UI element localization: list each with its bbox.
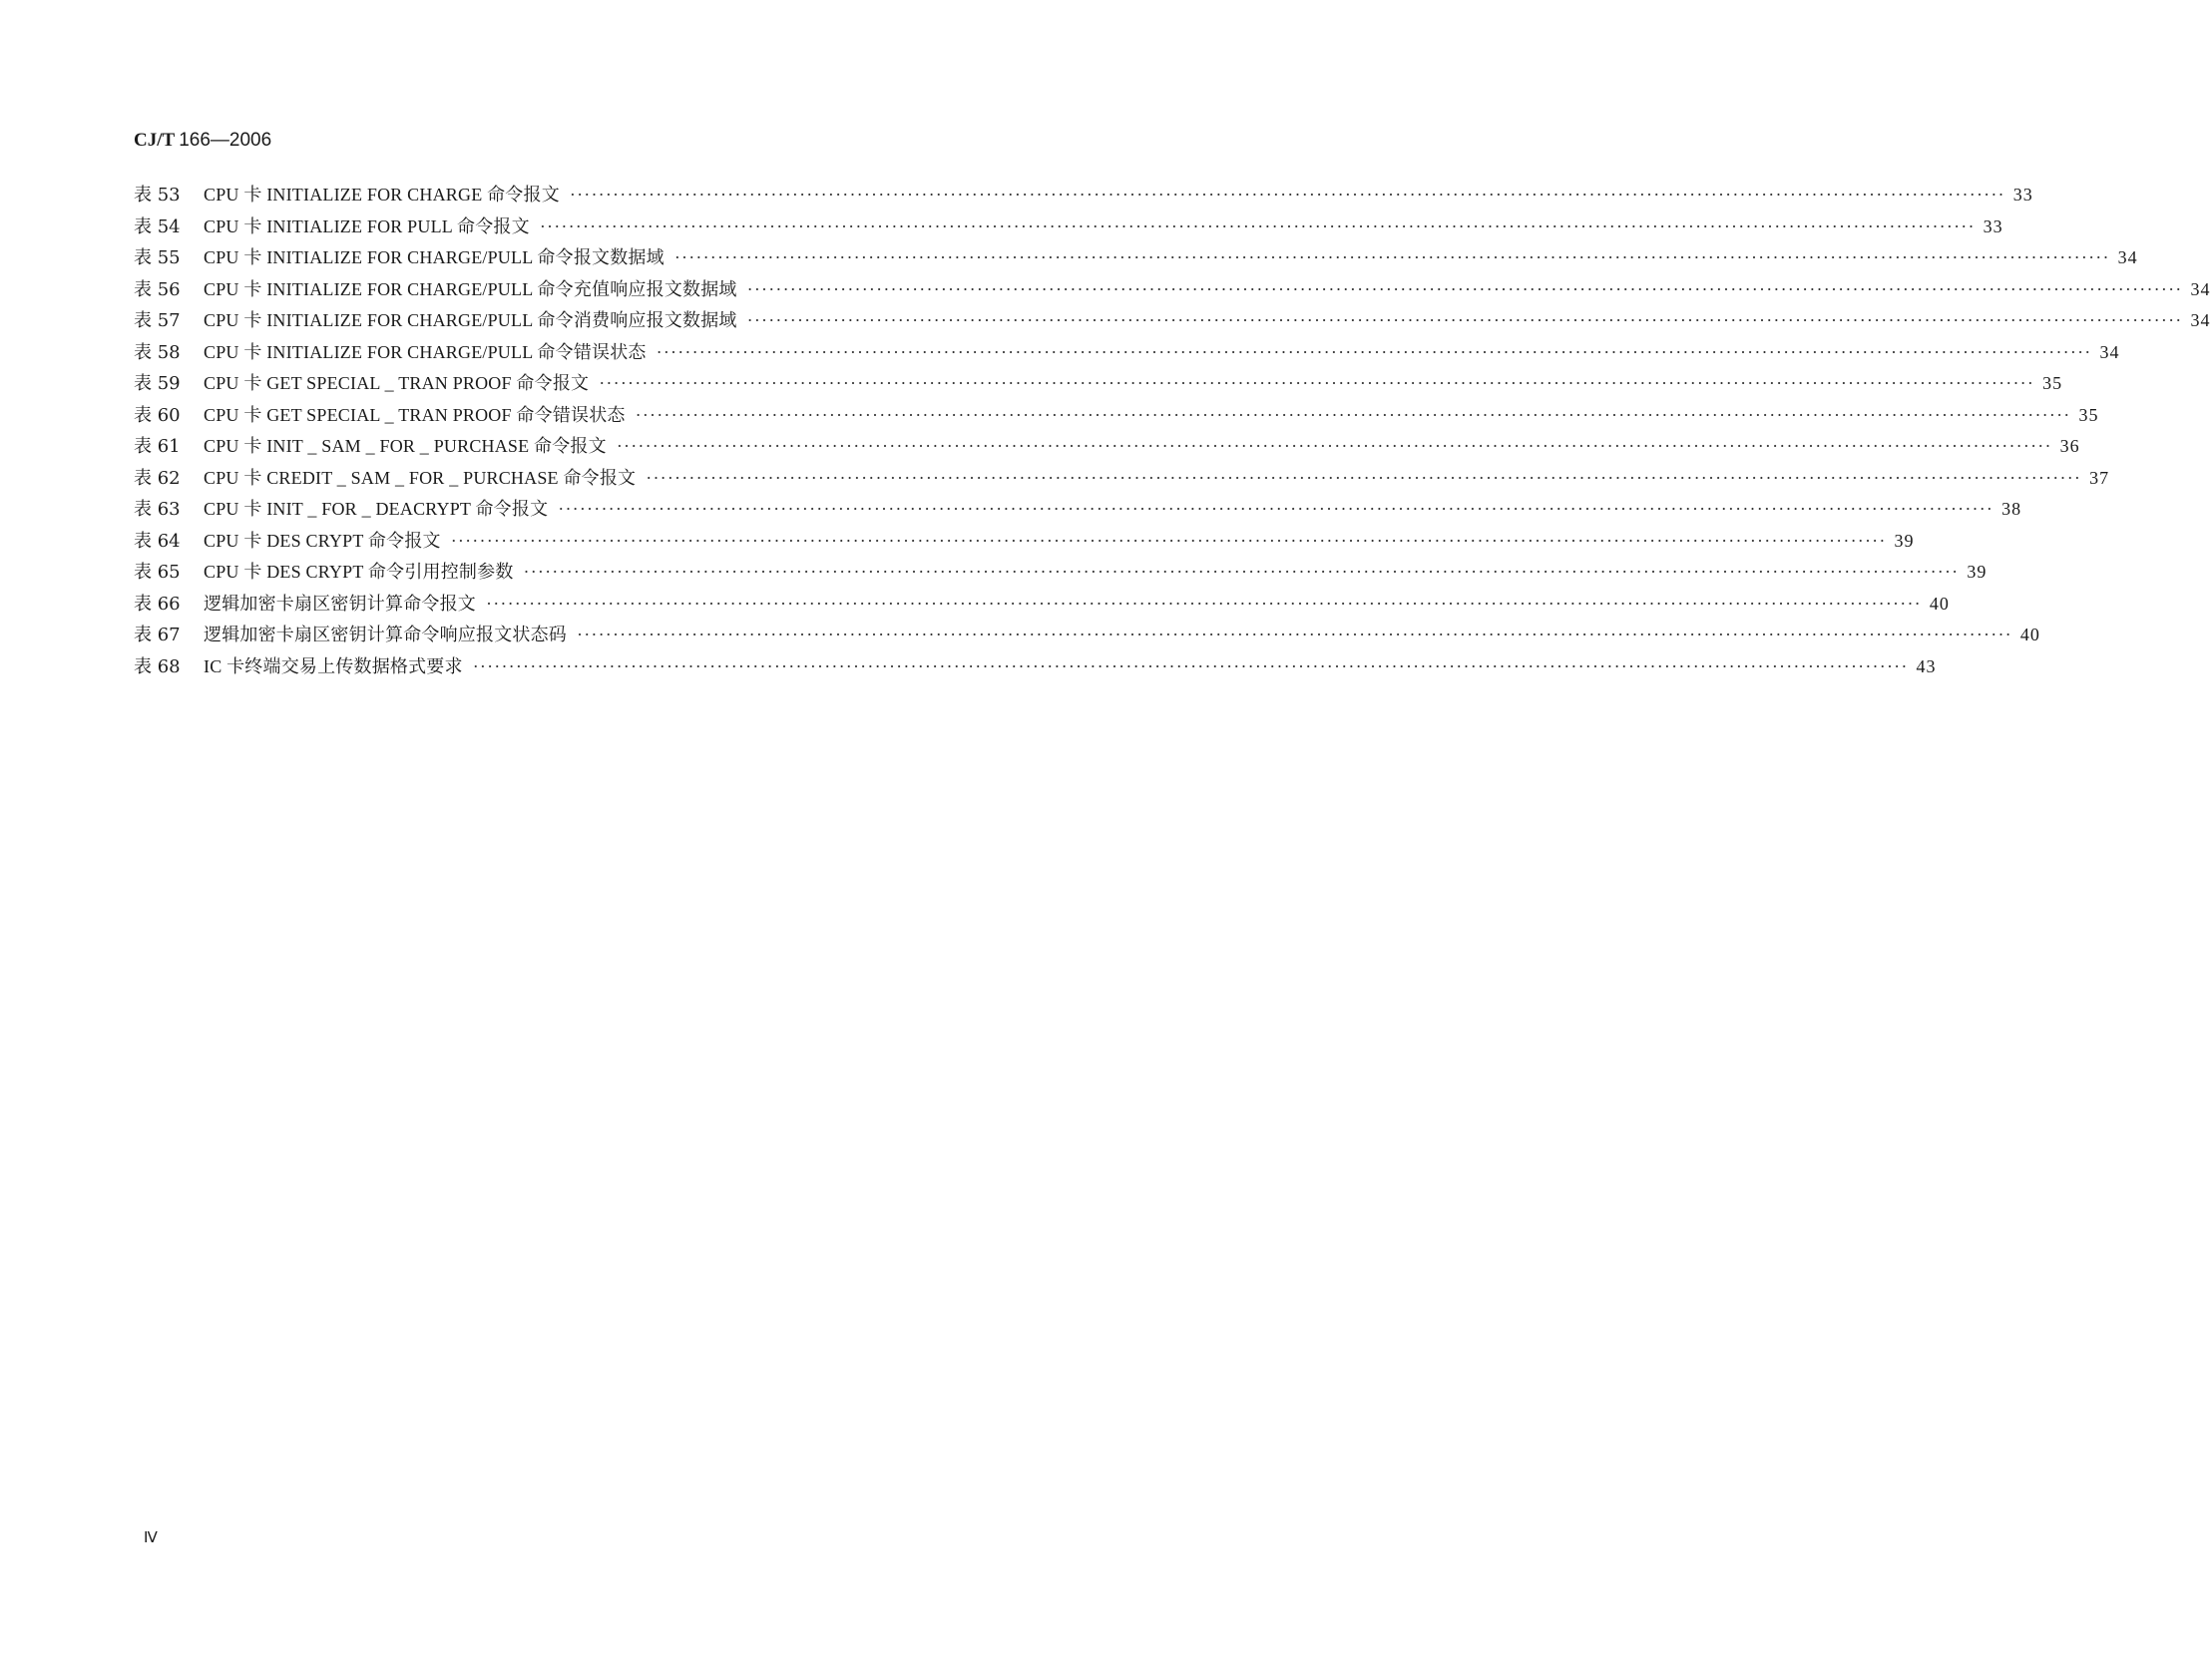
toc-entry-label: 表 62: [134, 467, 181, 489]
dot-leader: ········································································································································································································: [539, 215, 1976, 236]
toc-entry-title: CPU 卡 DES CRYPT 命令报文: [204, 530, 441, 551]
toc-entry[interactable]: [134, 242, 2138, 274]
toc-entry[interactable]: [134, 494, 2022, 526]
toc-entry-page: 34: [2099, 341, 2120, 362]
toc-entry[interactable]: [134, 211, 2003, 243]
toc-entry[interactable]: [134, 400, 2099, 432]
toc-entry-label: 表 65: [134, 562, 181, 583]
standard-code: CJ/T: [134, 130, 176, 151]
standard-number: 166—2006: [179, 130, 272, 151]
dot-leader: ········································································································································································································: [558, 499, 1994, 519]
dot-leader: ········································································································································································································: [450, 530, 1887, 551]
toc-entry-label: 表 56: [134, 278, 181, 300]
toc-entry-label: 表 64: [134, 530, 181, 552]
toc-entry-page: 33: [2012, 185, 2033, 205]
toc-entry-label: 表 54: [134, 215, 181, 237]
toc-entry-title: CPU 卡 DES CRYPT 命令引用控制参数: [204, 562, 514, 582]
toc-entry-title: CPU 卡 INITIALIZE FOR CHARGE/PULL 命令充值响应报文数据域: [204, 278, 737, 299]
toc-entry-label: 表 59: [134, 373, 181, 394]
toc-entry-page: 39: [1894, 530, 1915, 551]
toc-entry-label: 表 61: [134, 436, 181, 457]
toc-entry-title: CPU 卡 GET SPECIAL _ TRAN PROOF 命令报文: [204, 373, 590, 393]
toc-entry-label: 表 60: [134, 404, 181, 426]
toc-entry-page: 34: [2117, 247, 2138, 267]
toc-entry-page: 39: [1967, 562, 1988, 582]
toc-entry-label: 表 68: [134, 655, 181, 677]
toc-entry-title: CPU 卡 INIT _ SAM _ FOR _ PURCHASE 命令报文: [204, 436, 607, 456]
toc-entry[interactable]: [134, 463, 2110, 495]
toc-entry-title: CPU 卡 INITIALIZE FOR PULL 命令报文: [204, 215, 530, 236]
toc-entry-page: 38: [2001, 499, 2022, 519]
toc-entry-label: 表 55: [134, 247, 181, 268]
dot-leader: ········································································································································································································: [523, 562, 1960, 582]
toc-entry[interactable]: [134, 337, 2120, 369]
dot-leader: ········································································································································································································: [472, 655, 1909, 676]
toc-entry-title: CPU 卡 INIT _ FOR _ DEACRYPT 命令报文: [204, 499, 549, 519]
dot-leader: ········································································································································································································: [656, 341, 2092, 362]
toc-entry-page: 36: [2059, 436, 2080, 456]
toc-entry[interactable]: [134, 274, 2210, 306]
dot-leader: ········································································································································································································: [616, 436, 2052, 456]
toc-entry[interactable]: [134, 651, 1937, 683]
toc-entry-label: 表 57: [134, 310, 181, 331]
toc-entry-page: 35: [2078, 404, 2099, 425]
toc-entry-title: 逻辑加密卡扇区密钥计算命令报文: [204, 593, 476, 614]
toc-entry-page: 40: [1929, 593, 1950, 614]
toc-entry-label: 表 67: [134, 625, 181, 645]
toc-entry-page: 40: [2019, 625, 2040, 644]
toc-entry[interactable]: [134, 526, 1915, 558]
toc-entry[interactable]: [134, 305, 2210, 337]
toc-entry-label: 表 63: [134, 499, 181, 520]
dot-leader: ········································································································································································································: [673, 247, 2110, 267]
table-of-contents: [134, 180, 2210, 682]
toc-entry-title: CPU 卡 CREDIT _ SAM _ FOR _ PURCHASE 命令报文: [204, 467, 637, 488]
dot-leader: ········································································································································································································: [486, 593, 1922, 614]
toc-entry-title: CPU 卡 INITIALIZE FOR CHARGE/PULL 命令消费响应报文数据域: [204, 310, 737, 330]
toc-entry-page: 43: [1916, 655, 1937, 676]
toc-entry-page: 34: [2190, 278, 2210, 299]
toc-entry-title: CPU 卡 GET SPECIAL _ TRAN PROOF 命令错误状态: [204, 404, 626, 425]
dot-leader: ········································································································································································································: [746, 310, 2183, 330]
toc-entry-title: IC 卡终端交易上传数据格式要求: [204, 655, 463, 676]
toc-entry[interactable]: [134, 620, 2040, 651]
toc-entry-title: 逻辑加密卡扇区密钥计算命令响应报文状态码: [204, 625, 567, 644]
toc-entry-title: CPU 卡 INITIALIZE FOR CHARGE/PULL 命令报文数据域: [204, 247, 664, 267]
toc-entry[interactable]: [134, 368, 2063, 400]
toc-entry-title: CPU 卡 INITIALIZE FOR CHARGE/PULL 命令错误状态: [204, 341, 647, 362]
toc-entry[interactable]: [134, 180, 2033, 211]
toc-entry-page: 37: [2089, 467, 2110, 488]
document-header: [134, 128, 271, 153]
toc-entry[interactable]: [134, 589, 1950, 621]
dot-leader: ········································································································································································································: [746, 278, 2183, 299]
toc-entry-label: 表 53: [134, 185, 181, 206]
toc-entry[interactable]: [134, 557, 1988, 589]
dot-leader: ········································································································································································································: [599, 373, 2035, 393]
dot-leader: ········································································································································································································: [646, 467, 2082, 488]
dot-leader: ········································································································································································································: [635, 404, 2071, 425]
page-number: Ⅳ: [144, 1530, 158, 1546]
toc-entry-label: 表 58: [134, 341, 181, 363]
dot-leader: ········································································································································································································: [569, 185, 2005, 205]
toc-entry-label: 表 66: [134, 593, 181, 615]
toc-entry-page: 34: [2190, 310, 2210, 330]
dot-leader: ········································································································································································································: [577, 625, 2012, 644]
toc-entry-title: CPU 卡 INITIALIZE FOR CHARGE 命令报文: [204, 185, 560, 205]
toc-entry-page: 33: [1983, 215, 2003, 236]
toc-entry-page: 35: [2042, 373, 2063, 393]
toc-entry[interactable]: [134, 431, 2080, 463]
